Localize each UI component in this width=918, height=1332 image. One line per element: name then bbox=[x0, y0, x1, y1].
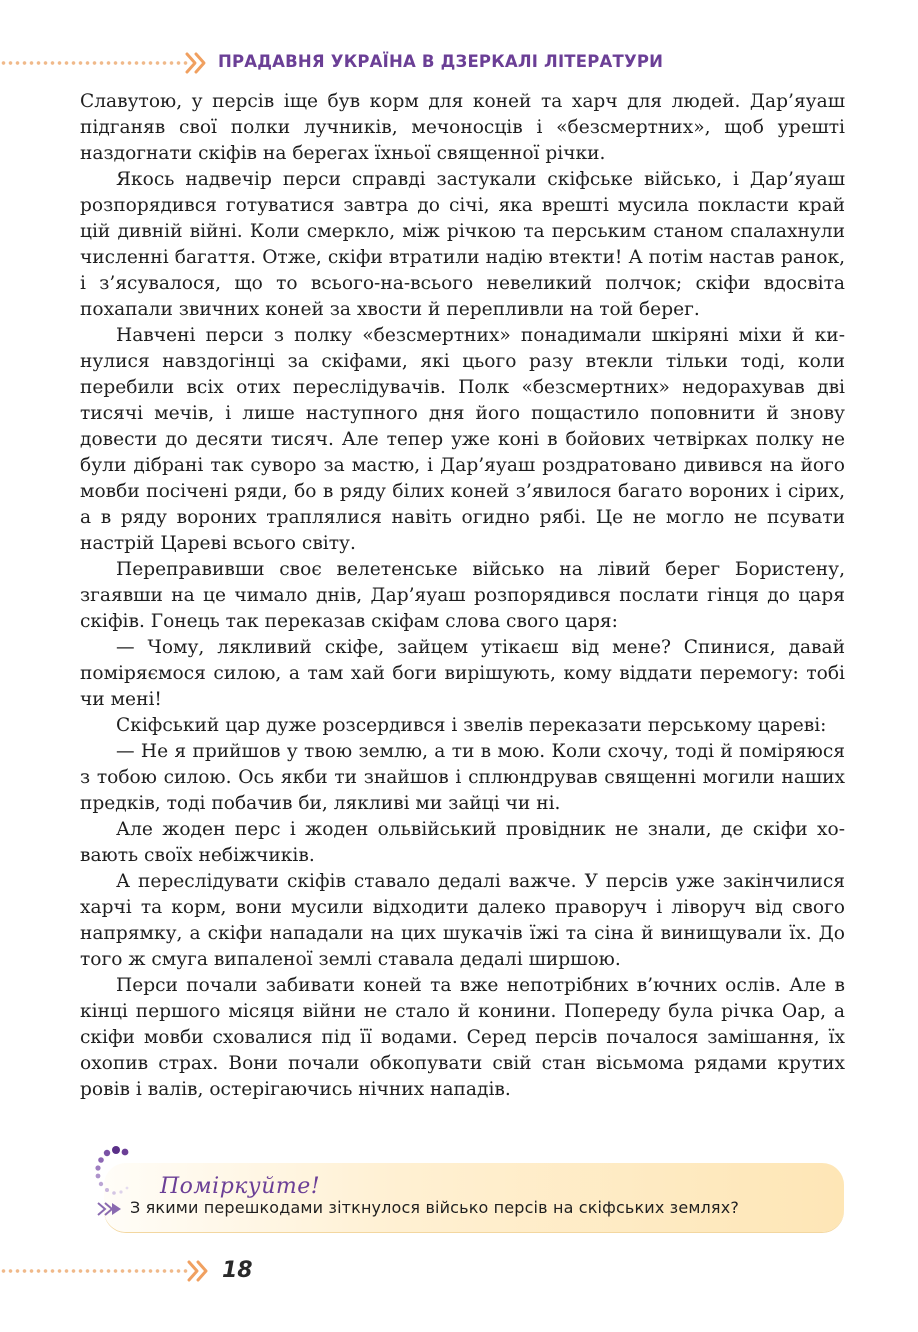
paragraph: Славутою, у персів іще був корм для коней та харч для людей. Дар’яуаш підганяв свої полки лучників, мечоносців і «безсмертних», щоб урешті наздогнати скіфів на берегах їхньої священної річки. bbox=[80, 91, 845, 164]
paragraph: Якось надвечір перси справді застукали скіфське військо, і Дар’яуаш розпорядився готуватися завтра до січі, яка врешті мусила покласти край цій дивній війні. Коли смеркло, між річкою та перським станом спалахнули численні багаття. Отже, скіфи втратили надію втекти! А потім настав ранок, і з’ясувалося, що то всього-на-всього невеликий полчок; скіфи вдосвіта похапали звичних коней за хвости й перепливли на той берег. bbox=[80, 169, 845, 320]
paragraph: Переправивши своє велетенське військо на лівий берег Бористену, згаявши на це чимало днів, Дар’яуаш розпорядився послати гінця до царя скіфів. Гонець так переказав скіфам слова свого царя: bbox=[80, 559, 845, 632]
dotted-line-decoration bbox=[0, 60, 188, 66]
chevron-arrows-icon bbox=[184, 48, 214, 78]
think-box bbox=[92, 1162, 844, 1232]
paragraph: Навчені перси з полку «безсмертних» понадимали шкіряні міхи й кинулися навздогінці за скіфами, які цього разу втекли тільки тоді, коли перебили всіх отих переслідувачів. Полк «безсмертних» недорахував дві тисячі мечів, і лише наступного дня його пощастило поповнити й знову довести до десяти тисяч. Але тепер уже коні в бойових четвірках полку не були дібрані так суворо за мастю, і Дар’яуаш роздратовано дивився на його мовби посічені ряди, бо в ряду білих коней з’явилося багато вороних і сірих, а в ряду вороних траплялися навіть огидно рябі. Це не могло не псувати настрій Цареві всього світу. bbox=[80, 325, 845, 554]
dotted-line-decoration bbox=[0, 1268, 190, 1274]
main-text bbox=[80, 89, 845, 1103]
paragraph: Але жоден перс і жоден ольвійський провідник не знали, де скіфи ховають своїх небіжчиків. bbox=[80, 819, 845, 866]
dotted-spiral-icon bbox=[92, 1144, 140, 1206]
paragraph: А переслідувати скіфів ставало дедалі важче. У персів уже закінчилися харчі та корм, вони мусили відходити далеко праворуч і ліворуч від свого напрямку, а скіфи нападали на цих шукачів їжі та сіна й винищували їх. До того ж смуга випаленої землі ставала дедалі ширшою. bbox=[80, 871, 845, 970]
paragraph: — Чому, лякливий скіфе, зайцем утікаєш від мене? Спинися, давай поміряємося силою, а там хай боги вирішують, кому віддати перемогу: тобі чи мені! bbox=[80, 637, 845, 710]
page-number: 18 bbox=[222, 1258, 253, 1283]
arrow-bullet-icon bbox=[96, 1200, 126, 1218]
chevron-arrows-icon bbox=[186, 1256, 216, 1286]
think-box-title: Поміркуйте! bbox=[160, 1174, 321, 1199]
paragraph: Перси почали забивати коней та вже непотрібних в’ючних ослів. Але в кінці першого місяця війни не стало й конини. Попереду була річка Оар, а скіфи мовби сховалися під її водами. Серед персів почалося замішання, їх охопив страх. Вони почали обкопувати свій стан вісьмома рядами крутих ровів і валів, остерігаючись нічних нападів. bbox=[80, 975, 845, 1100]
paragraph: Скіфський цар дуже розсердився і звелів переказати перському цареві: bbox=[116, 715, 827, 736]
section-title: ПРАДАВНЯ УКРАЇНА В ДЗЕРКАЛІ ЛІТЕРАТУРИ bbox=[218, 52, 664, 71]
think-box-question: З якими перешкодами зіткнулося військо персів на скіфських землях? bbox=[130, 1198, 739, 1217]
page-footer bbox=[0, 1254, 918, 1294]
paragraph: — Не я прийшов у твою землю, а ти в мою. Коли схочу, тоді й поміряюся з тобою силою. Ось якби ти знайшов і сплюндрував священні могили наших предків, тоді побачив би, лякливі ми зайці чи ні. bbox=[80, 741, 845, 814]
page-header bbox=[0, 44, 918, 84]
